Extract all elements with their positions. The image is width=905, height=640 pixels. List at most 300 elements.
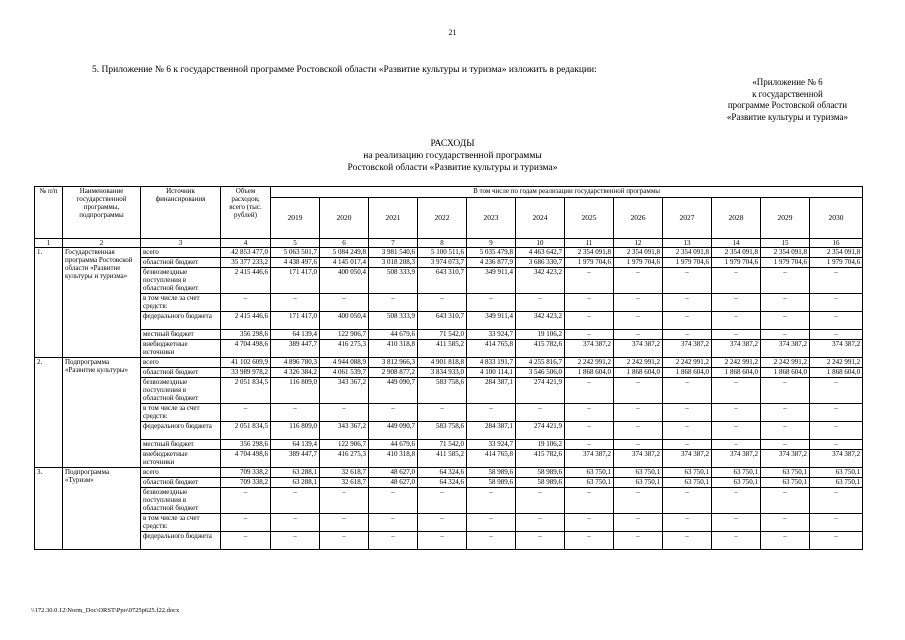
year-value-cell: 374 387,2 — [663, 450, 712, 468]
year-value-cell: 2 354 091,8 — [565, 248, 614, 258]
row-number: 2. — [35, 358, 63, 468]
funding-source: федерального бюджета — [141, 532, 221, 550]
total-volume-cell: 709 338,2 — [221, 468, 271, 478]
year-value-cell: 449 090,7 — [369, 378, 418, 404]
year-value-cell: 4 326 384,2 — [271, 368, 320, 378]
year-value-cell: – — [516, 532, 565, 550]
year-value-cell: 374 387,2 — [761, 340, 810, 358]
amendment-intro: 5. Приложение № 6 к государственной программе Ростовской области «Развитие культуры и туризма» изложить в редакции: — [92, 65, 597, 75]
year-value-cell: 48 627,0 — [369, 468, 418, 478]
title-line: на реализацию государственной программы — [363, 151, 542, 161]
year-value-cell: 374 387,2 — [712, 340, 761, 358]
year-value-cell: 2 354 091,8 — [761, 248, 810, 258]
year-value-cell: – — [761, 294, 810, 312]
year-value-cell: 71 542,0 — [418, 440, 467, 450]
header-num: № п/п — [35, 187, 63, 239]
table-row — [35, 440, 863, 450]
year-value-cell: 400 050,4 — [320, 312, 369, 330]
year-value-cell: – — [663, 312, 712, 330]
year-value-cell: – — [712, 532, 761, 550]
year-value-cell: 411 585,2 — [418, 450, 467, 468]
funding-source: федерального бюджета — [141, 422, 221, 440]
year-value-cell: – — [712, 440, 761, 450]
year-value-cell: 400 050,4 — [320, 268, 369, 294]
year-value-cell: 4 901 818,8 — [418, 358, 467, 368]
year-value-cell: 58 989,6 — [516, 468, 565, 478]
year-value-cell: – — [810, 330, 863, 340]
year-value-cell: 4 145 017,4 — [320, 258, 369, 268]
funding-source: областной бюджет — [141, 368, 221, 378]
year-value-cell: – — [614, 422, 663, 440]
year-value-cell: 116 809,0 — [271, 378, 320, 404]
table-row — [35, 330, 863, 340]
table-row — [35, 532, 863, 550]
year-value-cell: 63 750,1 — [663, 478, 712, 488]
year-value-cell: – — [663, 330, 712, 340]
year-value-cell: 1 979 704,6 — [761, 258, 810, 268]
year-value-cell: – — [418, 532, 467, 550]
year-value-cell: – — [369, 514, 418, 532]
column-number: 9 — [467, 239, 516, 248]
column-number: 10 — [516, 239, 565, 248]
year-value-cell: 374 387,2 — [614, 450, 663, 468]
header-year: 2021 — [369, 198, 418, 239]
table-row — [35, 378, 863, 404]
year-value-cell: 63 750,1 — [614, 478, 663, 488]
funding-source: всего — [141, 358, 221, 368]
year-value-cell: – — [614, 294, 663, 312]
year-value-cell: – — [614, 514, 663, 532]
year-value-cell: – — [663, 378, 712, 404]
year-value-cell: – — [271, 404, 320, 422]
year-value-cell: 349 911,4 — [467, 312, 516, 330]
year-value-cell: – — [467, 488, 516, 514]
funding-source: областной бюджет — [141, 478, 221, 488]
year-value-cell: 63 288,1 — [271, 468, 320, 478]
year-value-cell: – — [810, 294, 863, 312]
year-value-cell: 274 421,9 — [516, 422, 565, 440]
year-value-cell: – — [369, 488, 418, 514]
total-volume-cell: 2 051 834,5 — [221, 378, 271, 404]
total-volume-cell: 35 377 233,2 — [221, 258, 271, 268]
year-value-cell: 2 354 091,8 — [810, 248, 863, 258]
table-row — [35, 248, 863, 258]
total-volume-cell: 2 415 446,6 — [221, 268, 271, 294]
column-number: 12 — [614, 239, 663, 248]
year-value-cell: 63 288,1 — [271, 478, 320, 488]
year-value-cell: – — [467, 532, 516, 550]
header-year: 2024 — [516, 198, 565, 239]
funding-source: безвозмездные поступления в областной бюджет — [141, 488, 221, 514]
year-value-cell: 643 310,7 — [418, 268, 467, 294]
year-value-cell: 19 106,2 — [516, 440, 565, 450]
header-year: 2019 — [271, 198, 320, 239]
year-value-cell: – — [761, 378, 810, 404]
year-value-cell: 411 585,2 — [418, 340, 467, 358]
appendix-line: к государственной — [752, 88, 823, 99]
year-value-cell: 2 354 091,8 — [614, 248, 663, 258]
year-value-cell: – — [810, 532, 863, 550]
year-value-cell: – — [614, 440, 663, 450]
year-value-cell: – — [712, 294, 761, 312]
funding-source: в том числе за счет средств: — [141, 514, 221, 532]
table-row — [35, 268, 863, 294]
year-value-cell: – — [712, 330, 761, 340]
title-line: РАСХОДЫ — [430, 139, 475, 149]
year-value-cell: 3 546 506,0 — [516, 368, 565, 378]
column-number: 11 — [565, 239, 614, 248]
year-value-cell: 374 387,2 — [614, 340, 663, 358]
funding-source: безвозмездные поступления в областной бюджет — [141, 268, 221, 294]
year-value-cell: 58 989,6 — [467, 468, 516, 478]
column-number: 15 — [761, 239, 810, 248]
header-year: 2028 — [712, 198, 761, 239]
year-value-cell: 122 906,7 — [320, 330, 369, 340]
funding-source: местный бюджет — [141, 330, 221, 340]
table-row — [35, 478, 863, 488]
table-row — [35, 488, 863, 514]
year-value-cell: – — [369, 532, 418, 550]
year-value-cell: 1 979 704,6 — [810, 258, 863, 268]
year-value-cell: – — [761, 532, 810, 550]
year-value-cell: 71 542,0 — [418, 330, 467, 340]
year-value-cell: – — [565, 514, 614, 532]
year-value-cell: – — [761, 312, 810, 330]
column-number: 14 — [712, 239, 761, 248]
expenses-table — [34, 186, 863, 550]
year-value-cell: 64 324,6 — [418, 468, 467, 478]
year-value-cell: – — [271, 532, 320, 550]
funding-source: в том числе за счет средств: — [141, 294, 221, 312]
year-value-cell: – — [614, 312, 663, 330]
year-value-cell: – — [663, 514, 712, 532]
year-value-cell: 2 908 877,2 — [369, 368, 418, 378]
table-row — [35, 368, 863, 378]
year-value-cell: 1 979 704,6 — [614, 258, 663, 268]
year-value-cell: 1 868 604,0 — [810, 368, 863, 378]
year-value-cell: 284 387,1 — [467, 378, 516, 404]
funding-source: областной бюджет — [141, 258, 221, 268]
year-value-cell: – — [810, 514, 863, 532]
table-row — [35, 258, 863, 268]
year-value-cell: 33 924,7 — [467, 330, 516, 340]
total-volume-cell: – — [221, 404, 271, 422]
funding-source: безвозмездные поступления в областной бюджет — [141, 378, 221, 404]
year-value-cell: 374 387,2 — [565, 450, 614, 468]
year-value-cell: – — [663, 268, 712, 294]
year-value-cell: 63 750,1 — [565, 478, 614, 488]
year-value-cell: 2 242 991,2 — [712, 358, 761, 368]
table-row — [35, 422, 863, 440]
year-value-cell: – — [663, 488, 712, 514]
year-value-cell: 63 750,1 — [663, 468, 712, 478]
year-value-cell: – — [761, 422, 810, 440]
funding-source: внебюджетные источники — [141, 450, 221, 468]
column-number: 8 — [418, 239, 467, 248]
funding-source: местный бюджет — [141, 440, 221, 450]
year-value-cell: 410 318,8 — [369, 450, 418, 468]
program-name: Подпрограмма «Развитие культуры» — [63, 358, 141, 468]
year-value-cell: – — [467, 294, 516, 312]
table-row — [35, 358, 863, 368]
table-row — [35, 404, 863, 422]
year-value-cell: 63 750,1 — [614, 468, 663, 478]
total-volume-cell: 33 989 978,2 — [221, 368, 271, 378]
year-value-cell: – — [565, 268, 614, 294]
year-value-cell: – — [712, 422, 761, 440]
year-value-cell: 122 906,7 — [320, 440, 369, 450]
year-value-cell: 64 139,4 — [271, 330, 320, 340]
page-number: 21 — [448, 28, 457, 37]
total-volume-cell: – — [221, 488, 271, 514]
total-volume-cell: 41 102 609,9 — [221, 358, 271, 368]
funding-source: федерального бюджета — [141, 312, 221, 330]
table-row — [35, 450, 863, 468]
year-value-cell: 374 387,2 — [810, 450, 863, 468]
year-value-cell: – — [614, 488, 663, 514]
year-value-cell: 64 324,6 — [418, 478, 467, 488]
year-value-cell: – — [810, 404, 863, 422]
year-value-cell: 5 100 511,6 — [418, 248, 467, 258]
year-value-cell: 2 242 991,2 — [761, 358, 810, 368]
column-number: 13 — [663, 239, 712, 248]
year-value-cell: 5 084 249,8 — [320, 248, 369, 258]
table-row — [35, 514, 863, 532]
year-value-cell: – — [565, 378, 614, 404]
year-value-cell: 63 750,1 — [712, 478, 761, 488]
year-value-cell: – — [663, 294, 712, 312]
year-value-cell: – — [712, 378, 761, 404]
year-value-cell: – — [320, 294, 369, 312]
year-value-cell: – — [418, 514, 467, 532]
year-value-cell: – — [663, 440, 712, 450]
year-value-cell: – — [712, 488, 761, 514]
year-value-cell: – — [565, 440, 614, 450]
total-volume-cell: 2 051 834,5 — [221, 422, 271, 440]
year-value-cell: 349 911,4 — [467, 268, 516, 294]
year-value-cell: – — [271, 294, 320, 312]
appendix-line: «Приложение № 6 — [752, 77, 823, 87]
header-year: 2023 — [467, 198, 516, 239]
year-value-cell: 4 438 497,6 — [271, 258, 320, 268]
year-value-cell: – — [761, 330, 810, 340]
table-row — [35, 312, 863, 330]
year-value-cell: 63 750,1 — [761, 478, 810, 488]
header-year: 2027 — [663, 198, 712, 239]
year-value-cell: – — [810, 422, 863, 440]
year-value-cell: – — [418, 404, 467, 422]
year-value-cell: 374 387,2 — [663, 340, 712, 358]
year-value-cell: – — [761, 404, 810, 422]
year-value-cell: – — [418, 294, 467, 312]
year-value-cell: 44 679,6 — [369, 330, 418, 340]
year-value-cell: 374 387,2 — [565, 340, 614, 358]
year-value-cell: – — [614, 378, 663, 404]
column-number: 4 — [221, 239, 271, 248]
year-value-cell: 508 333,9 — [369, 268, 418, 294]
total-volume-cell: – — [221, 514, 271, 532]
table-row — [35, 340, 863, 358]
year-value-cell: 1 979 704,6 — [565, 258, 614, 268]
year-value-cell: 2 354 091,8 — [663, 248, 712, 258]
title-line: Ростовской области «Развитие культуры и туризма» — [347, 163, 558, 173]
year-value-cell: – — [614, 532, 663, 550]
year-value-cell: – — [565, 532, 614, 550]
column-number: 3 — [141, 239, 221, 248]
year-value-cell: 3 686 330,7 — [516, 258, 565, 268]
column-numbers-row — [35, 239, 863, 248]
year-value-cell: – — [614, 330, 663, 340]
year-value-cell: 1 868 604,0 — [614, 368, 663, 378]
year-value-cell: – — [320, 404, 369, 422]
year-value-cell: – — [565, 422, 614, 440]
year-value-cell: – — [320, 514, 369, 532]
row-number: 3. — [35, 468, 63, 550]
year-value-cell: 171 417,0 — [271, 312, 320, 330]
year-value-cell: – — [369, 294, 418, 312]
year-value-cell: – — [516, 294, 565, 312]
total-volume-cell: 42 853 477,0 — [221, 248, 271, 258]
year-value-cell: 2 242 991,2 — [565, 358, 614, 368]
year-value-cell: – — [810, 488, 863, 514]
year-value-cell: – — [565, 330, 614, 340]
year-value-cell: 4 255 816,7 — [516, 358, 565, 368]
year-value-cell: 343 367,2 — [320, 378, 369, 404]
header-year: 2030 — [810, 198, 863, 239]
year-value-cell: 2 242 991,2 — [810, 358, 863, 368]
year-value-cell: 1 979 704,6 — [663, 258, 712, 268]
appendix-line: «Развитие культуры и туризма» — [726, 111, 848, 122]
year-value-cell: 1 979 704,6 — [712, 258, 761, 268]
year-value-cell: – — [369, 404, 418, 422]
year-value-cell: 1 868 604,0 — [761, 368, 810, 378]
year-value-cell: 5 063 501,7 — [271, 248, 320, 258]
year-value-cell: – — [712, 404, 761, 422]
total-volume-cell: 709 338,2 — [221, 478, 271, 488]
year-value-cell: – — [761, 268, 810, 294]
year-value-cell: 583 758,6 — [418, 378, 467, 404]
year-value-cell: – — [810, 312, 863, 330]
year-value-cell: – — [663, 422, 712, 440]
year-value-cell: 63 750,1 — [712, 468, 761, 478]
year-value-cell: 4 896 780,3 — [271, 358, 320, 368]
year-value-cell: – — [320, 532, 369, 550]
year-value-cell: – — [614, 268, 663, 294]
header-name: Наименование государственной программы, подпрограммы — [63, 187, 141, 239]
year-value-cell: 342 423,2 — [516, 268, 565, 294]
year-value-cell: 116 809,0 — [271, 422, 320, 440]
appendix-header — [727, 77, 848, 123]
year-value-cell: 64 139,4 — [271, 440, 320, 450]
header-volume: Объем расходов, всего (тыс. рублей) — [221, 187, 271, 239]
year-value-cell: 19 106,2 — [516, 330, 565, 340]
program-name: Государственная программа Ростовской области «Развитие культуры и туризма» — [63, 248, 141, 358]
year-value-cell: – — [565, 294, 614, 312]
funding-source: в том числе за счет средств: — [141, 404, 221, 422]
year-value-cell: 48 627,0 — [369, 478, 418, 488]
year-value-cell: 4 833 191,7 — [467, 358, 516, 368]
year-value-cell: 416 275,3 — [320, 450, 369, 468]
year-value-cell: 415 782,6 — [516, 340, 565, 358]
year-value-cell: – — [761, 488, 810, 514]
year-value-cell: – — [663, 404, 712, 422]
year-value-cell: – — [810, 378, 863, 404]
funding-source: всего — [141, 468, 221, 478]
year-value-cell: 508 333,9 — [369, 312, 418, 330]
year-value-cell: 3 018 208,3 — [369, 258, 418, 268]
year-value-cell: 4 100 114,1 — [467, 368, 516, 378]
year-value-cell: – — [516, 404, 565, 422]
year-value-cell: 643 310,7 — [418, 312, 467, 330]
year-value-cell: 374 387,2 — [712, 450, 761, 468]
year-value-cell: 1 868 604,0 — [712, 368, 761, 378]
funding-source: всего — [141, 248, 221, 258]
funding-source: внебюджетные источники — [141, 340, 221, 358]
table-row — [35, 294, 863, 312]
column-number: 5 — [271, 239, 320, 248]
row-number: 1. — [35, 248, 63, 358]
column-number: 2 — [63, 239, 141, 248]
year-value-cell: 274 421,9 — [516, 378, 565, 404]
year-value-cell: 2 242 991,2 — [614, 358, 663, 368]
file-path: \\172.30.0.12\Norm_Doc\ORST\Ppo\0725p625.f22.docx — [31, 607, 180, 614]
year-value-cell: 63 750,1 — [810, 468, 863, 478]
year-value-cell: 583 758,6 — [418, 422, 467, 440]
year-value-cell: – — [516, 514, 565, 532]
total-volume-cell: 356 298,6 — [221, 330, 271, 340]
header-year: 2022 — [418, 198, 467, 239]
header-source: Источник финансирования — [141, 187, 221, 239]
year-value-cell: 3 974 073,7 — [418, 258, 467, 268]
year-value-cell: 389 447,7 — [271, 340, 320, 358]
column-number: 7 — [369, 239, 418, 248]
year-value-cell: 32 618,7 — [320, 468, 369, 478]
year-value-cell: 415 782,6 — [516, 450, 565, 468]
year-value-cell: 414 765,8 — [467, 340, 516, 358]
year-value-cell: – — [712, 268, 761, 294]
year-value-cell: – — [565, 488, 614, 514]
year-value-cell: 416 275,3 — [320, 340, 369, 358]
year-value-cell: 4 463 642,7 — [516, 248, 565, 258]
year-value-cell: 33 924,7 — [467, 440, 516, 450]
year-value-cell: 58 989,6 — [467, 478, 516, 488]
document-title — [0, 138, 905, 174]
total-volume-cell: 356 298,6 — [221, 440, 271, 450]
year-value-cell: – — [467, 404, 516, 422]
year-value-cell: – — [320, 488, 369, 514]
total-volume-cell: – — [221, 532, 271, 550]
year-value-cell: 343 367,2 — [320, 422, 369, 440]
year-value-cell: 3 981 540,6 — [369, 248, 418, 258]
year-value-cell: 4 061 539,7 — [320, 368, 369, 378]
year-value-cell: 449 090,7 — [369, 422, 418, 440]
year-value-cell: 2 242 991,2 — [663, 358, 712, 368]
year-value-cell: – — [565, 404, 614, 422]
year-value-cell: 171 417,0 — [271, 268, 320, 294]
program-name: Подпрограмма «Туризм» — [63, 468, 141, 550]
year-value-cell: – — [712, 514, 761, 532]
year-value-cell: – — [761, 440, 810, 450]
header-by-years: В том числе по годам реализации государственной программы — [271, 187, 863, 198]
total-volume-cell: 4 704 498,6 — [221, 450, 271, 468]
column-number: 6 — [320, 239, 369, 248]
year-value-cell: 63 750,1 — [761, 468, 810, 478]
total-volume-cell: – — [221, 294, 271, 312]
total-volume-cell: 4 704 498,6 — [221, 340, 271, 358]
year-value-cell: – — [565, 312, 614, 330]
year-value-cell: – — [271, 488, 320, 514]
table-row — [35, 468, 863, 478]
